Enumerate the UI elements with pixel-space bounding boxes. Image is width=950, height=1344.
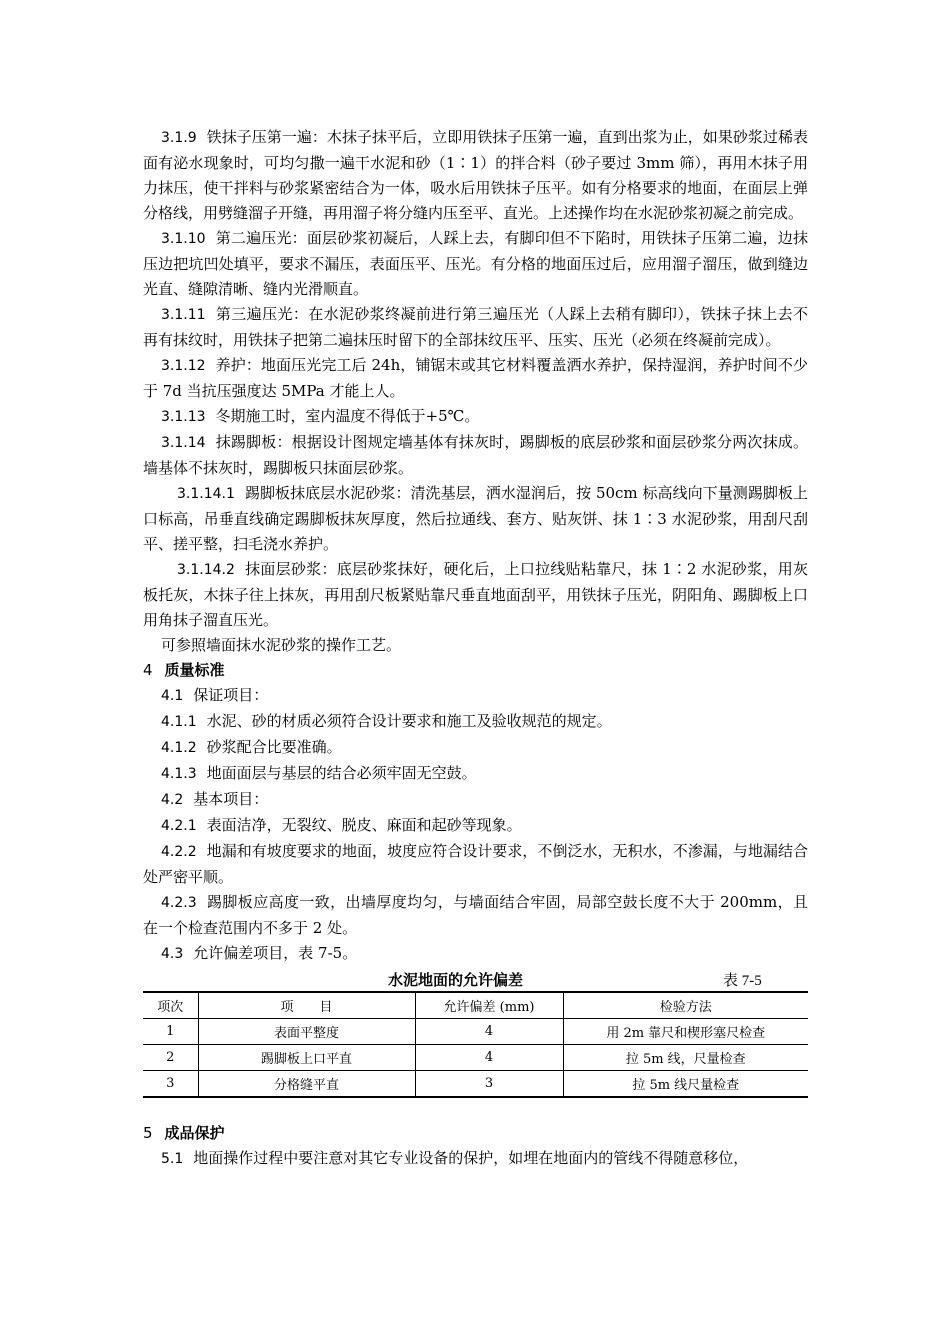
table-cell: 用 2m 靠尺和楔形塞尺检查 [563, 1019, 808, 1045]
paragraph-number: 4.1.3 [161, 766, 197, 782]
paragraph-text: 水泥、砂的材质必须符合设计要求和施工及验收规范的规定。 [206, 712, 612, 730]
note-paragraph: 可参照墙面抹水泥砂浆的操作工艺。 [161, 636, 402, 654]
paragraph-number: 4.2.2 [161, 844, 197, 860]
paragraph-number: 4.1 [161, 688, 184, 704]
paragraph-number: 4.2 [161, 792, 184, 808]
paragraph-number: 5.1 [161, 1151, 184, 1167]
table-row [143, 1045, 808, 1071]
paragraph-text: 允许偏差项目，表 7-5。 [193, 944, 358, 962]
table-cell: 3 [143, 1071, 198, 1098]
paragraph-text: 地面面层与基层的结合必须牢固无空鼓。 [206, 764, 477, 782]
paragraph-4-2-1 [143, 813, 808, 839]
paragraph-4-1-2 [143, 735, 808, 761]
table-title: 水泥地面的允许偏差 [388, 971, 524, 989]
paragraph-number: 3.1.14 [161, 435, 206, 451]
paragraph-number: 4.2.1 [161, 818, 197, 834]
table-row [143, 1019, 808, 1045]
paragraph-3-1-14 [143, 430, 808, 481]
document-page [143, 125, 808, 1172]
paragraph-number: 3.1.14.2 [177, 562, 235, 578]
section-number: 4 [143, 661, 153, 679]
section-title: 成品保护 [164, 1124, 225, 1142]
table-cell: 分格缝平直 [198, 1071, 415, 1098]
section-5-heading [143, 1121, 808, 1146]
table-cell: 4 [415, 1045, 563, 1071]
table-cell: 1 [143, 1019, 198, 1045]
table-header-cell: 项 目 [198, 992, 415, 1019]
paragraph-text: 养护：地面压光完工后 24h，铺锯末或其它材料覆盖洒水养护，保持湿润，养护时间不少于 7d 当抗压强度达 5MPa 才能上人。 [143, 356, 808, 400]
table-number: 表 7-5 [723, 973, 762, 989]
paragraph-number: 3.1.9 [161, 130, 197, 146]
table-cell: 拉 5m 线尺量检查 [563, 1071, 808, 1098]
paragraph-text: 地面操作过程中要注意对其它专业设备的保护，如埋在地面内的管线不得随意移位， [193, 1149, 749, 1167]
paragraph-number: 3.1.10 [161, 231, 206, 247]
paragraph-text: 冬期施工时，室内温度不得低于+5℃。 [215, 407, 480, 425]
section-number: 5 [143, 1124, 153, 1142]
paragraph-number: 4.1.2 [161, 740, 197, 756]
paragraph-3-1-14-1 [143, 481, 808, 557]
paragraph-text: 第三遍压光：在水泥砂浆终凝前进行第三遍压光（人踩上去稍有脚印），铁抹子抹上去不再有抹纹时，用铁抹子把第二遍抹压时留下的全部抹纹压平、压实、压光（必须在终凝前完成）。 [143, 305, 808, 349]
paragraph-text: 砂浆配合比要准确。 [206, 738, 342, 756]
table-cell: 3 [415, 1071, 563, 1098]
table-cell: 拉 5m 线，尺量检查 [563, 1045, 808, 1071]
paragraph-text: 踢脚板应高度一致，出墙厚度均匀，与墙面结合牢固，局部空鼓长度不大于 200mm，且在一个检查范围内不多于 2 处。 [143, 893, 808, 937]
paragraph-5-1 [143, 1146, 808, 1172]
paragraph-text: 踢脚板抹底层水泥砂浆：清洗基层，洒水湿润后，按 50cm 标高线向下量测踢脚板上口标高，吊垂直线确定踢脚板抹灰厚度，然后拉通线、套方、贴灰饼、抹 1∶3 水泥砂浆，用刮尺刮平、搓平整，扫毛浇水养护。 [143, 484, 808, 553]
paragraph-4-1 [143, 683, 808, 709]
section-4-body [143, 683, 808, 967]
table-cell: 2 [143, 1045, 198, 1071]
table-cell: 4 [415, 1019, 563, 1045]
paragraph-text: 表面洁净，无裂纹、脱皮、麻面和起砂等现象。 [206, 816, 522, 834]
paragraph-text: 铁抹子压第一遍：木抹子抹平后，立即用铁抹子压第一遍，直到出浆为止，如果砂浆过稀表面有泌水现象时，可均匀撒一遍干水泥和砂（1∶1）的拌合料（砂子要过 3mm 筛），再用木抹子用力抹压，使干拌料与砂浆紧密结合为一体，吸水后用铁抹子压平。如有分格要求的地面，在面层上弹分格线，用劈缝溜子开缝，再用溜子将分缝内压至平、直光。上述操作均在水泥砂浆初凝之前完成。 [143, 128, 808, 222]
paragraph-3-1-13 [143, 404, 808, 430]
section-4-heading [143, 658, 808, 683]
section-title: 质量标准 [164, 661, 225, 679]
paragraph-text: 地漏和有坡度要求的地面，坡度应符合设计要求，不倒泛水，无积水，不渗漏，与地漏结合处严密平顺。 [143, 842, 808, 886]
paragraph-4-1-3 [143, 761, 808, 787]
paragraph-number: 3.1.13 [161, 409, 206, 425]
paragraph-text: 保证项目： [193, 686, 269, 704]
table-row [143, 1071, 808, 1098]
table-header-cell: 项次 [143, 992, 198, 1019]
paragraph-4-1-1 [143, 709, 808, 735]
paragraph-3-1-9 [143, 125, 808, 226]
tolerance-table [143, 991, 808, 1098]
paragraph-text: 基本项目： [193, 790, 269, 808]
paragraph-number: 4.2.3 [161, 895, 197, 911]
table-header-row [143, 992, 808, 1019]
paragraph-3-1-11 [143, 302, 808, 353]
table-caption [143, 967, 808, 991]
paragraph-3-1-12 [143, 353, 808, 404]
paragraph-3-1-10 [143, 226, 808, 302]
table-cell: 表面平整度 [198, 1019, 415, 1045]
table-header-cell: 允许偏差 (mm) [415, 992, 563, 1019]
spacer [143, 1098, 808, 1121]
paragraph-3-1-14-2 [143, 557, 808, 633]
section-3-1-top [143, 125, 808, 658]
paragraph-number: 3.1.12 [161, 358, 206, 374]
paragraph-text: 抹踢脚板：根据设计图规定墙基体有抹灰时，踢脚板的底层砂浆和面层砂浆分两次抹成。墙基体不抹灰时，踢脚板只抹面层砂浆。 [143, 433, 808, 477]
paragraph-number: 3.1.11 [161, 307, 206, 323]
paragraph-text: 抹面层砂浆：底层砂浆抹好，硬化后，上口拉线贴粘靠尺，抹 1∶2 水泥砂浆，用灰板托灰，木抹子往上抹灰，再用刮尺板紧贴靠尺垂直地面刮平，用铁抹子压光，阴阳角、踢脚板上口用角抹子溜直压光。 [143, 560, 808, 629]
paragraph-4-2-3 [143, 890, 808, 941]
paragraph-4-3 [143, 941, 808, 967]
paragraph-number: 3.1.14.1 [177, 486, 235, 502]
paragraph-text: 第二遍压光：面层砂浆初凝后，人踩上去，有脚印但不下陷时，用铁抹子压第二遍，边抹压边把坑凹处填平，要求不漏压，表面压平、压光。有分格的地面压过后，应用溜子溜压，做到缝边光直、缝隙清晰、缝内光滑顺直。 [143, 229, 808, 298]
paragraph-4-2 [143, 787, 808, 813]
table-cell: 踢脚板上口平直 [198, 1045, 415, 1071]
paragraph-number: 4.1.1 [161, 714, 197, 730]
paragraph-number: 4.3 [161, 946, 184, 962]
table-header-cell: 检验方法 [563, 992, 808, 1019]
paragraph-4-2-2 [143, 839, 808, 890]
